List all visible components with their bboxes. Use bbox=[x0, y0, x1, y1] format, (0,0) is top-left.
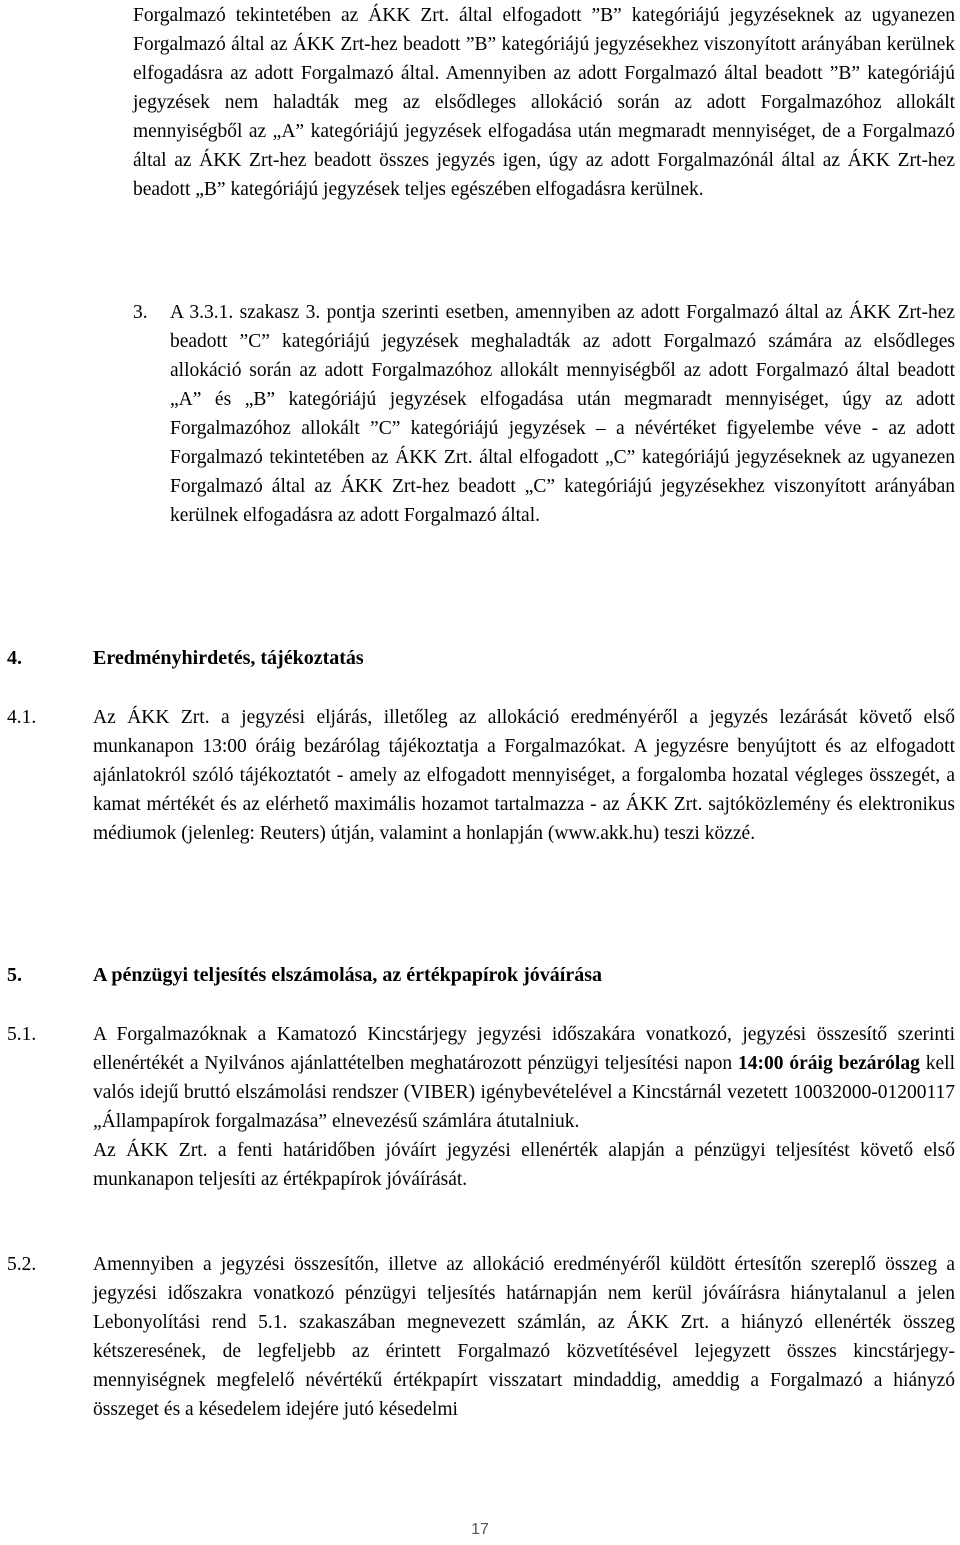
list-item-text: A 3.3.1. szakasz 3. pontja szerinti esetben, amennyiben az adott Forgalmazó által az ÁKK Zrt-hez beadott ”C” kategóriájú jegyzések meghaladták az adott Forgalmazó számára az elsődleges allokáció során az adott Forgalmazóhoz allokált mennyiségből az adott Forgalmazó által beadott „A” és „B” kategóriájú jegyzések elfogadása után megmaradt mennyiséget, úgy az adott Forgalmazóhoz allokált ”C” kategóriájú jegyzések – a névértéket figyelembe véve - az adott Forgalmazó tekintetében az ÁKK Zrt. által elfogadott „C” kategóriájú jegyzéseknek az ugyanezen Forgalmazó által az ÁKK Zrt-hez beadott „C” kategóriájú jegyzésekhez viszonyított arányában kerülnek elfogadásra az adott Forgalmazó által. bbox=[170, 302, 955, 526]
subsection-number: 5.1. bbox=[7, 1024, 37, 1045]
section-heading: Eredményhirdetés, tájékoztatás bbox=[93, 647, 364, 669]
subsection-number: 5.2. bbox=[7, 1254, 37, 1275]
subsection-text-part: A Forgalmazóknak a Kamatozó Kincstárjegy jegyzési időszakára vonatkozó, jegyzési összesítő szerinti ellenértékét a Nyilvános ajánlattételben meghatározott pénzügyi teljesítési napon bbox=[93, 1024, 955, 1074]
subsection-text bbox=[93, 1020, 955, 1194]
subsection-text-second: Az ÁKK Zrt. a fenti határidőben jóváírt jegyzési ellenérték alapján a pénzügyi teljesítést követő első munkanapon teljesíti az értékpapírok jóváírását. bbox=[93, 1140, 955, 1190]
paragraph-continuation: Forgalmazó tekintetében az ÁKK Zrt. által elfogadott ”B” kategóriájú jegyzéseknek az ugyanezen Forgalmazó által az ÁKK Zrt-hez beadott ”B” kategóriájú jegyzésekhez viszonyított arányában kerülnek elfogadásra az adott Forgalmazó által. Amennyiben az adott Forgalmazó által beadott ”B” kategóriájú jegyzések nem haladták meg az elsődleges allokáció során az adott Forgalmazóhoz allokált mennyiségből az „A” kategóriájú jegyzések elfogadása után megmaradt mennyiséget, de a Forgalmazó által az ÁKK Zrt-hez beadott összes jegyzés igen, úgy az adott Forgalmazónál által az ÁKK Zrt-hez beadott „B” kategóriájú jegyzések teljes egészében elfogadásra kerülnek. bbox=[133, 5, 955, 200]
subsection-text: Az ÁKK Zrt. a jegyzési eljárás, illetőleg az allokáció eredményéről a jegyzés lezárását követő első munkanapon 13:00 óráig bezárólag tájékoztatja a Forgalmazókat. A jegyzésre benyújtott és az elfogadott ajánlatokról szóló tájékoztatót - amely az elfogadott mennyiséget, a forgalomba hozatal végleges összegét, a kamat mértékét és az elérhető maximális hozamot tartalmazza - az ÁKK Zrt. sajtóközlemény és elektronikus médiumok (jelenleg: Reuters) útján, valamint a honlapján (www.akk.hu) teszi közzé. bbox=[93, 707, 955, 844]
list-item-3 bbox=[133, 298, 955, 530]
deadline-emphasis: 14:00 óráig bezárólag bbox=[738, 1053, 920, 1074]
subsection-number: 4.1. bbox=[7, 707, 37, 728]
subsection-text-part: kell valós idejű bruttó elszámolási rendszer (VIBER) igénybevételével a Kincstárnál vezetett 10032000-01200117 „Állampapírok forgalmazása” elnevezésű számlára átutalniuk. bbox=[93, 1053, 956, 1132]
list-item-number: 3. bbox=[133, 302, 148, 323]
section-number: 4. bbox=[7, 647, 22, 669]
page-number: 17 bbox=[471, 1521, 489, 1538]
section-heading: A pénzügyi teljesítés elszámolása, az értékpapírok jóváírása bbox=[93, 964, 603, 986]
section-number: 5. bbox=[7, 964, 22, 986]
subsection-text: Amennyiben a jegyzési összesítőn, illetve az allokáció eredményéről küldött értesítőn szereplő összeg a jegyzési időszakra vonatkozó pénzügyi teljesítés határnapján nem kerül jóváírásra hiánytalanul a jelen Lebonyolítási rend 5.1. szakaszában megnevezett számlán, az ÁKK Zrt. a hiányzó ellenérték összeg kétszeresének, de legfeljebb az érintett Forgalmazó közvetítésével lejegyzett összes kincstárjegy-mennyiségnek megfelelő névértékű értékpapírt visszatart mindaddig, ameddig a Forgalmazó a hiányzó összeget és a késedelem idejére jutó késedelmi bbox=[93, 1254, 955, 1420]
